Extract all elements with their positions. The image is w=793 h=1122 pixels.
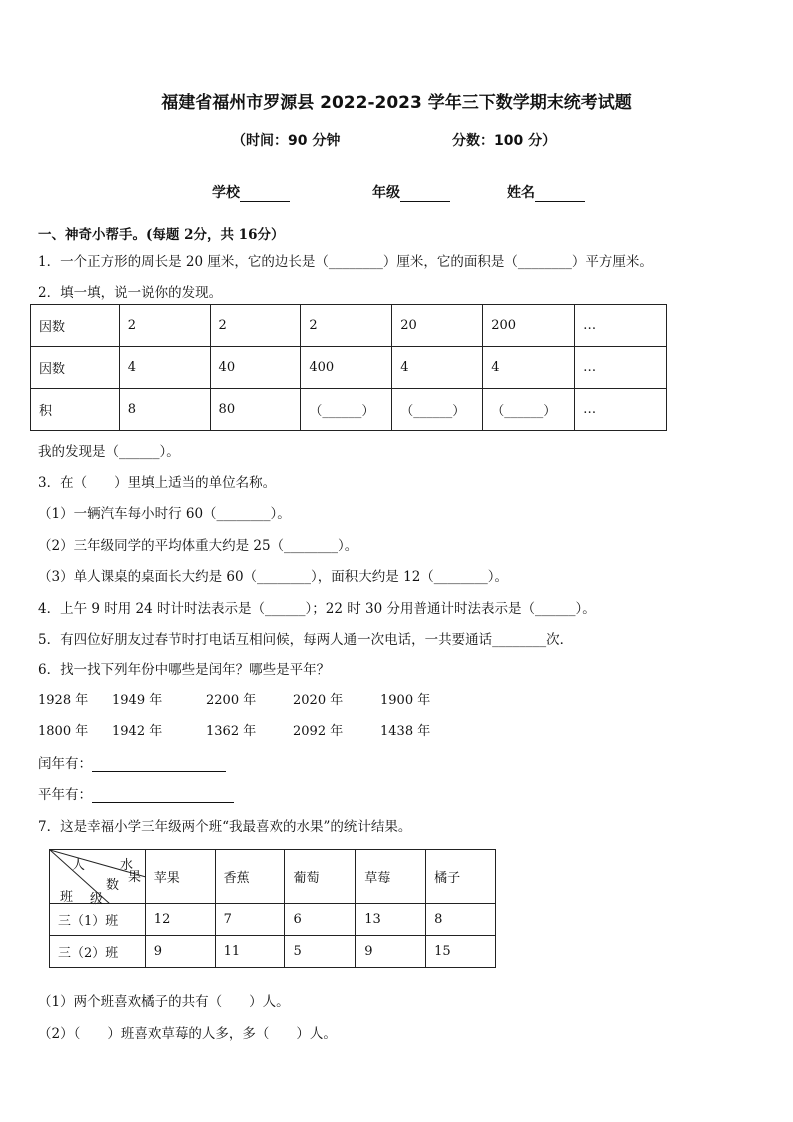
table-cell[interactable]: （______） bbox=[483, 389, 575, 431]
table-cell: … bbox=[575, 305, 667, 347]
section-heading: 一、神奇小帮手。(每题 2分，共 16分） bbox=[38, 227, 285, 243]
table-row bbox=[50, 904, 496, 936]
year-1928: 1928 年 bbox=[38, 693, 89, 708]
name-label: 姓名 bbox=[507, 185, 535, 201]
table-cell: 20 bbox=[392, 305, 483, 347]
question-3-2: （2）三年级同学的平均体重大约是 25（________）。 bbox=[38, 538, 359, 554]
table-cell: 40 bbox=[210, 347, 301, 389]
table-cell: 15 bbox=[426, 936, 496, 968]
question-2: 2．填一填，说一说你的发现。 bbox=[38, 285, 223, 301]
table-cell: 8 bbox=[119, 389, 210, 431]
name-blank[interactable] bbox=[535, 187, 585, 202]
question-3: 3．在（ ）里填上适当的单位名称。 bbox=[38, 475, 277, 491]
corner-ren: 人 bbox=[72, 858, 86, 873]
table-row bbox=[31, 389, 667, 431]
table-cell: 2 bbox=[301, 305, 392, 347]
table-cell[interactable]: （______） bbox=[392, 389, 483, 431]
school-blank[interactable] bbox=[240, 187, 290, 202]
exam-time: （时间：90 分钟 bbox=[232, 133, 341, 149]
corner-ji: 级 bbox=[90, 892, 104, 907]
common-years-blank[interactable] bbox=[92, 788, 234, 803]
table-cell: 4 bbox=[119, 347, 210, 389]
year-1949: 1949 年 bbox=[112, 693, 163, 708]
page-title: 福建省福州市罗源县 2022-2023 学年三下数学期末统考试题 bbox=[161, 93, 632, 113]
year-1942: 1942 年 bbox=[112, 724, 163, 739]
question-3-1: （1）一辆汽车每小时行 60（________）。 bbox=[38, 506, 291, 522]
school-label: 学校 bbox=[212, 185, 240, 201]
class-label: 三（1）班 bbox=[50, 904, 146, 936]
corner-shui: 水 bbox=[120, 858, 134, 873]
question-4: 4．上午 9 时用 24 时计时法表示是（______）；22 时 30 分用普通计时法表示是（______）。 bbox=[38, 601, 596, 617]
table-cell: … bbox=[575, 347, 667, 389]
question-3-3: （3）单人课桌的桌面长大约是 60（________），面积大约是 12（________）。 bbox=[38, 569, 509, 585]
common-years-label: 平年有： bbox=[38, 787, 92, 803]
grade-label: 年级 bbox=[372, 185, 400, 201]
table-cell[interactable]: （______） bbox=[301, 389, 392, 431]
question-5: 5．有四位好朋友过春节时打电话互相问候，每两人通一次电话，一共要通话________次． bbox=[38, 632, 574, 648]
column-header: 橘子 bbox=[426, 850, 496, 904]
table-cell: 因数 bbox=[31, 347, 120, 389]
question-1: 1．一个正方形的周长是 20 厘米，它的边长是（________）厘米，它的面积是（________）平方厘米。 bbox=[38, 254, 653, 270]
table-cell: 2 bbox=[210, 305, 301, 347]
table-cell: 400 bbox=[301, 347, 392, 389]
class-label: 三（2）班 bbox=[50, 936, 146, 968]
year-1362: 1362 年 bbox=[206, 724, 257, 739]
table-row bbox=[50, 936, 496, 968]
table-cell: 80 bbox=[210, 389, 301, 431]
table-row bbox=[31, 347, 667, 389]
table-cell: 6 bbox=[285, 904, 356, 936]
table-cell: 9 bbox=[356, 936, 426, 968]
table-cell: 9 bbox=[145, 936, 215, 968]
common-years-field[interactable] bbox=[38, 783, 234, 803]
year-1438: 1438 年 bbox=[380, 724, 431, 739]
table-cell: 13 bbox=[356, 904, 426, 936]
column-header: 香蕉 bbox=[215, 850, 285, 904]
school-field[interactable] bbox=[212, 182, 290, 202]
corner-shu: 数 bbox=[106, 878, 120, 893]
table-cell: 8 bbox=[426, 904, 496, 936]
column-header: 苹果 bbox=[145, 850, 215, 904]
year-2092: 2092 年 bbox=[293, 724, 344, 739]
grade-field[interactable] bbox=[372, 182, 450, 202]
name-field[interactable] bbox=[507, 182, 585, 202]
question-7: 7．这是幸福小学三年级两个班“我最喜欢的水果”的统计结果。 bbox=[38, 819, 412, 835]
exam-score: 分数：100 分） bbox=[452, 133, 557, 149]
table-cell: 积 bbox=[31, 389, 120, 431]
question-2-finding: 我的发现是（______）。 bbox=[38, 444, 180, 460]
leap-years-label: 闰年有： bbox=[38, 756, 92, 772]
year-1800: 1800 年 bbox=[38, 724, 89, 739]
year-2020: 2020 年 bbox=[293, 693, 344, 708]
leap-years-field[interactable] bbox=[38, 752, 226, 772]
table-cell: 11 bbox=[215, 936, 285, 968]
table-row bbox=[31, 305, 667, 347]
corner-ban: 班 bbox=[60, 890, 74, 905]
question-6: 6．找一找下列年份中哪些是闰年？哪些是平年？ bbox=[38, 662, 331, 678]
table-cell: 12 bbox=[145, 904, 215, 936]
table-cell: 因数 bbox=[31, 305, 120, 347]
year-1900: 1900 年 bbox=[380, 693, 431, 708]
question-7-1: （1）两个班喜欢橘子的共有（ ）人。 bbox=[38, 994, 290, 1010]
table-cell: 2 bbox=[119, 305, 210, 347]
grade-blank[interactable] bbox=[400, 187, 450, 202]
table-cell: … bbox=[575, 389, 667, 431]
table-cell: 200 bbox=[483, 305, 575, 347]
factor-table bbox=[30, 304, 667, 431]
year-2200: 2200 年 bbox=[206, 693, 257, 708]
question-7-2: （2）（ ）班喜欢草莓的人多，多（ ）人。 bbox=[38, 1026, 337, 1042]
column-header: 葡萄 bbox=[285, 850, 356, 904]
column-header: 草莓 bbox=[356, 850, 426, 904]
leap-years-blank[interactable] bbox=[92, 757, 226, 772]
table-cell: 7 bbox=[215, 904, 285, 936]
corner-guo: 果 bbox=[128, 870, 142, 885]
table-corner-header bbox=[50, 850, 146, 907]
table-cell: 4 bbox=[392, 347, 483, 389]
fruit-stats-table bbox=[49, 849, 496, 968]
table-cell: 5 bbox=[285, 936, 356, 968]
table-cell: 4 bbox=[483, 347, 575, 389]
